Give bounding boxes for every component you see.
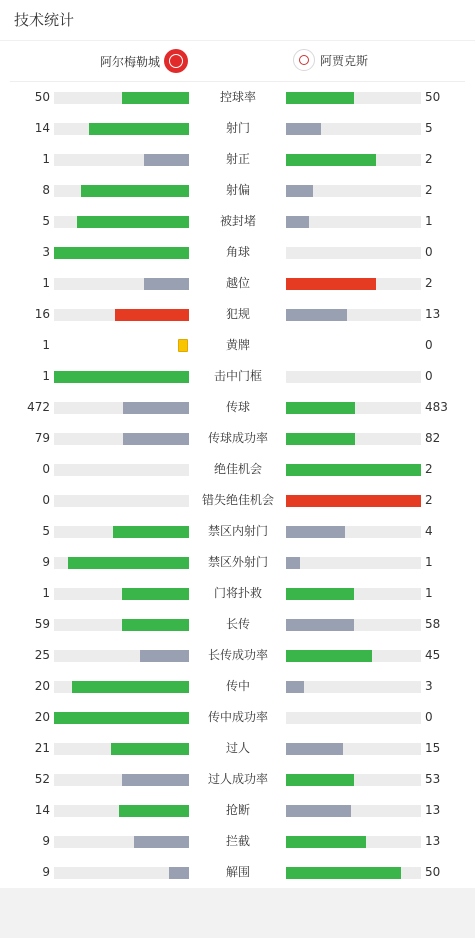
home-stat-bar: [54, 185, 189, 197]
stat-label: 黄牌: [225, 338, 250, 352]
home-stat-bar: [54, 774, 189, 786]
home-stat-bar: [54, 836, 189, 848]
teams-header: [10, 41, 465, 82]
page-title: 技术统计: [0, 0, 475, 41]
stat-label: 被封堵: [219, 214, 256, 228]
home-stat-value: 79: [34, 431, 50, 445]
away-stat-value: 13: [425, 307, 441, 321]
stat-row: [0, 299, 475, 330]
yellow-card-icon: [178, 339, 188, 352]
away-stat-value: 2: [425, 462, 433, 476]
stat-label: 犯规: [225, 307, 250, 321]
stat-label: 禁区内射门: [207, 524, 268, 538]
stat-label: 抢断: [225, 803, 250, 817]
away-stat-bar-fill: [286, 774, 354, 786]
away-stat-value: 4: [425, 524, 433, 538]
home-stat-bar: [54, 588, 189, 600]
away-stat-bar-fill: [286, 867, 401, 879]
stat-row: [0, 640, 475, 671]
stat-row: [0, 82, 475, 113]
away-stat-value: 1: [425, 555, 433, 569]
away-stat-bar-fill: [286, 743, 343, 755]
away-stat-bar: [286, 123, 421, 135]
home-stat-value: 20: [34, 710, 50, 724]
home-stat-bar-fill: [111, 743, 189, 755]
stat-row: [0, 795, 475, 826]
home-stat-value: 16: [34, 307, 50, 321]
stat-label: 射门: [225, 121, 250, 135]
home-stat-value: 9: [42, 834, 50, 848]
home-stat-bar-fill: [81, 185, 189, 197]
away-stat-bar-fill: [286, 836, 366, 848]
home-stat-bar-fill: [134, 836, 189, 848]
stat-row: [0, 547, 475, 578]
away-stat-value: 45: [425, 648, 441, 662]
home-stat-value: 21: [34, 741, 50, 755]
stat-row: [0, 113, 475, 144]
stat-row: [0, 175, 475, 206]
away-stat-bar: [286, 526, 421, 538]
home-stat-value: 8: [42, 183, 50, 197]
stat-label: 射正: [225, 152, 250, 166]
home-team-name: 阿尔梅勒城: [99, 54, 160, 69]
home-stat-bar-fill: [122, 588, 190, 600]
stat-row: [0, 516, 475, 547]
away-stat-value: 0: [425, 245, 433, 259]
home-stat-bar-fill: [144, 278, 189, 290]
away-stat-bar: [286, 867, 421, 879]
away-stat-value: 3: [425, 679, 433, 693]
stats-list: [0, 82, 475, 888]
away-stat-value: 2: [425, 493, 433, 507]
stat-row: [0, 578, 475, 609]
home-stat-value: 0: [42, 493, 50, 507]
home-stat-bar: [54, 681, 189, 693]
home-stat-value: 472: [27, 400, 50, 414]
away-stat-bar-fill: [286, 619, 354, 631]
away-stat-bar-fill: [286, 154, 376, 166]
away-stat-bar-fill: [286, 681, 304, 693]
home-stat-bar: [54, 402, 189, 414]
home-stat-bar-fill: [54, 247, 189, 259]
home-stat-value: 20: [34, 679, 50, 693]
home-stat-bar: [54, 123, 189, 135]
away-stat-value: 1: [425, 586, 433, 600]
away-stat-value: 1: [425, 214, 433, 228]
stat-label: 过人成功率: [207, 772, 268, 786]
home-stat-value: 5: [42, 214, 50, 228]
home-team-logo-icon: [164, 49, 188, 73]
stat-row: [0, 392, 475, 423]
away-stat-value: 0: [425, 338, 433, 352]
stat-row: [0, 733, 475, 764]
away-stat-bar-fill: [286, 92, 354, 104]
away-stat-bar-fill: [286, 588, 354, 600]
away-stat-bar: [286, 247, 421, 259]
stat-label: 传球: [225, 400, 250, 414]
away-stat-bar: [286, 464, 421, 476]
stat-row: [0, 423, 475, 454]
stat-row: [0, 609, 475, 640]
stat-label: 传球成功率: [207, 431, 268, 445]
home-stat-bar: [54, 216, 189, 228]
away-stat-bar: [286, 278, 421, 290]
home-stat-bar-fill: [144, 154, 189, 166]
away-stat-bar-fill: [286, 650, 372, 662]
stat-row: [0, 485, 475, 516]
home-stat-bar-fill: [122, 774, 190, 786]
away-stat-bar-fill: [286, 123, 321, 135]
home-stat-bar-fill: [89, 123, 189, 135]
stat-row: [0, 268, 475, 299]
home-stat-bar: [54, 92, 189, 104]
stat-row: [0, 330, 475, 361]
home-stat-bar-fill: [122, 619, 190, 631]
home-stat-bar-fill: [115, 309, 189, 321]
home-stat-bar: [54, 650, 189, 662]
away-stat-value: 2: [425, 183, 433, 197]
home-stat-bar: [54, 867, 189, 879]
away-stat-value: 13: [425, 803, 441, 817]
stat-label: 门将扑救: [213, 586, 262, 600]
away-stat-bar: [286, 836, 421, 848]
home-stat-bar: [54, 743, 189, 755]
home-stat-bar: [54, 805, 189, 817]
home-stat-value: 14: [34, 803, 50, 817]
away-stat-bar: [286, 309, 421, 321]
home-stat-value: 1: [42, 369, 50, 383]
stat-label: 过人: [225, 741, 250, 755]
away-stat-bar: [286, 402, 421, 414]
home-stat-value: 25: [34, 648, 50, 662]
away-stat-value: 2: [425, 276, 433, 290]
home-stat-value: 1: [42, 586, 50, 600]
away-stat-bar-fill: [286, 557, 300, 569]
away-stat-value: 0: [425, 369, 433, 383]
home-stat-bar-fill: [54, 371, 189, 383]
away-team-name: 阿贾克斯: [320, 53, 369, 68]
stat-label: 击中门框: [213, 369, 262, 383]
home-team[interactable]: [100, 49, 188, 73]
home-stat-value: 5: [42, 524, 50, 538]
stat-label: 传中成功率: [207, 710, 268, 724]
stat-label: 绝佳机会: [213, 462, 262, 476]
away-stat-bar: [286, 557, 421, 569]
stat-label: 角球: [225, 245, 250, 259]
away-stat-bar-fill: [286, 464, 421, 476]
home-stat-value: 9: [42, 865, 50, 879]
away-stat-bar-fill: [286, 433, 355, 445]
home-stat-bar: [54, 309, 189, 321]
home-stat-bar-fill: [123, 402, 189, 414]
home-stat-value: 59: [34, 617, 50, 631]
away-stat-bar-fill: [286, 526, 345, 538]
stat-row: [0, 237, 475, 268]
away-stat-bar-fill: [286, 185, 313, 197]
home-stat-bar-fill: [122, 92, 190, 104]
home-stat-bar-fill: [119, 805, 189, 817]
home-stat-value: 52: [34, 772, 50, 786]
home-stat-bar: [54, 278, 189, 290]
home-stat-bar: [54, 557, 189, 569]
away-stat-bar: [286, 805, 421, 817]
away-stat-bar: [286, 588, 421, 600]
stat-label: 越位: [225, 276, 250, 290]
away-team-logo-icon: [293, 49, 315, 71]
home-stat-bar-fill: [123, 433, 189, 445]
away-stat-bar: [286, 92, 421, 104]
away-stat-value: 50: [425, 90, 441, 104]
away-stat-bar-fill: [286, 402, 355, 414]
home-stat-bar-fill: [68, 557, 190, 569]
home-stat-bar: [54, 433, 189, 445]
stat-row: [0, 671, 475, 702]
home-stat-bar: [54, 154, 189, 166]
stat-row: [0, 826, 475, 857]
stat-row: [0, 857, 475, 888]
away-stat-bar: [286, 650, 421, 662]
home-stat-bar: [54, 495, 189, 507]
away-stat-bar: [286, 681, 421, 693]
home-stat-bar-fill: [169, 867, 189, 879]
away-team[interactable]: [293, 49, 368, 71]
home-stat-value: 50: [34, 90, 50, 104]
home-stat-bar: [54, 371, 189, 383]
stat-label: 控球率: [219, 90, 256, 104]
away-stat-value: 53: [425, 772, 441, 786]
away-stat-bar-fill: [286, 805, 351, 817]
stat-row: [0, 144, 475, 175]
away-stat-value: 13: [425, 834, 441, 848]
stat-label: 拦截: [225, 834, 250, 848]
away-stat-value: 15: [425, 741, 441, 755]
away-stat-bar: [286, 495, 421, 507]
stat-label: 禁区外射门: [207, 555, 268, 569]
home-stat-bar-fill: [77, 216, 189, 228]
away-stat-bar: [286, 433, 421, 445]
home-stat-bar: [54, 619, 189, 631]
away-stat-bar: [286, 774, 421, 786]
away-stat-bar: [286, 619, 421, 631]
home-stat-value: 1: [42, 338, 50, 352]
home-stat-value: 3: [42, 245, 50, 259]
away-stat-bar-fill: [286, 495, 421, 507]
home-stat-bar-fill: [72, 681, 189, 693]
home-stat-bar: [54, 712, 189, 724]
away-stat-bar: [286, 743, 421, 755]
home-stat-value: 1: [42, 276, 50, 290]
away-stat-value: 5: [425, 121, 433, 135]
away-stat-bar: [286, 154, 421, 166]
stat-label: 传中: [225, 679, 250, 693]
stat-label: 错失绝佳机会: [201, 493, 274, 507]
away-stat-bar-fill: [286, 309, 347, 321]
away-stat-value: 58: [425, 617, 441, 631]
stat-row: [0, 454, 475, 485]
home-stat-bar-fill: [54, 712, 189, 724]
away-stat-value: 0: [425, 710, 433, 724]
stat-label: 解围: [225, 865, 250, 879]
stat-label: 射偏: [225, 183, 250, 197]
home-stat-value: 14: [34, 121, 50, 135]
away-stat-value: 483: [425, 400, 448, 414]
away-stat-bar: [286, 712, 421, 724]
home-stat-value: 0: [42, 462, 50, 476]
stat-row: [0, 361, 475, 392]
stat-row: [0, 764, 475, 795]
home-stat-value: 1: [42, 152, 50, 166]
home-stat-bar: [54, 526, 189, 538]
away-stat-bar-fill: [286, 278, 376, 290]
away-stat-value: 2: [425, 152, 433, 166]
home-stat-bar-fill: [140, 650, 189, 662]
stat-row: [0, 206, 475, 237]
home-stat-bar: [54, 464, 189, 476]
stat-row: [0, 702, 475, 733]
home-stat-bar-fill: [113, 526, 189, 538]
stat-label: 长传成功率: [207, 648, 268, 662]
home-stat-value: 9: [42, 555, 50, 569]
stat-label: 长传: [225, 617, 250, 631]
away-stat-bar: [286, 371, 421, 383]
away-stat-value: 50: [425, 865, 441, 879]
away-stat-value: 82: [425, 431, 441, 445]
away-stat-bar: [286, 216, 421, 228]
away-stat-bar-fill: [286, 216, 309, 228]
home-stat-bar: [54, 247, 189, 259]
away-stat-bar: [286, 185, 421, 197]
